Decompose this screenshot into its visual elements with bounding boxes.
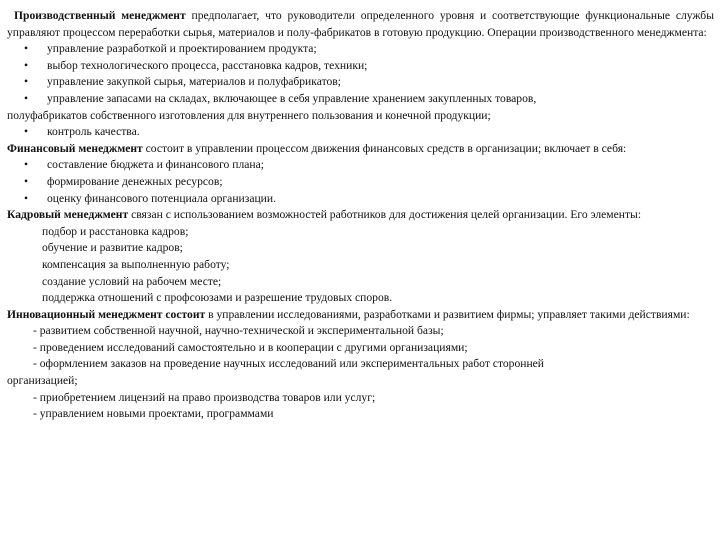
bullet-icon: • <box>23 174 29 188</box>
list-item: - управлением новыми проектами, программами <box>33 407 274 421</box>
personnel-term: Кадровый менеджмент <box>7 208 129 222</box>
list-item: - развитием собственной научной, научно-технической и экспериментальной базы; <box>33 324 444 338</box>
finance-intro: состоит в управлении процессом движения финансовых средств в организации; включает в себя: <box>142 141 627 155</box>
list-item-continuation: полуфабрикатов собственного изготовления для внутреннего пользования и конечной продукции; <box>7 108 491 122</box>
bullet-icon: • <box>23 91 29 105</box>
bullet-icon: • <box>23 191 29 205</box>
list-item: • управление закупкой сырья, материалов и полуфабрикатов; <box>7 74 714 91</box>
bullet-icon: • <box>23 158 29 172</box>
list-item: обучение и развитие кадров; <box>42 241 183 255</box>
list-item: • выбор технологического процесса, расстановка кадров, техники; <box>7 58 714 75</box>
bullet-icon: • <box>23 125 29 139</box>
production-paragraph <box>7 8 714 41</box>
personnel-intro: связан с использованием возможностей работников для достижения целей организации. Его элементы: <box>128 208 642 222</box>
list-item: поддержка отношений с профсоюзами и разрешение трудовых споров. <box>42 291 393 305</box>
list-item: • контроль качества. <box>7 124 714 141</box>
bullet-icon: • <box>23 75 29 89</box>
personnel-paragraph <box>7 207 714 224</box>
list-item: создание условий на рабочем месте; <box>42 274 222 288</box>
production-intro: предполагает, что руководители определенного уровня и соответствующие функциональные службы управляют процессом переработки сырья, материалов и полу-фабрикатов в готовую продукцию. Операции производственного менеджмента: <box>7 9 714 39</box>
list-item: • оценку финансового потенциала организации. <box>7 191 714 208</box>
innovation-intro: в управлении исследованиями, разработками и развитием фирмы; управляет такими действиями: <box>205 307 690 321</box>
list-item: - проведением исследований самостоятельно и в кооперации с другими организациями; <box>33 340 468 354</box>
list-item: - оформлением заказов на проведение научных исследований или экспериментальных работ сторонней <box>33 357 545 371</box>
list-item: • формирование денежных ресурсов; <box>7 174 714 191</box>
bullet-icon: • <box>23 42 29 56</box>
bullet-icon: • <box>23 58 29 72</box>
list-item: • управление запасами на складах, включающее в себя управление хранением закупленных товаров, <box>7 91 714 108</box>
innovation-paragraph <box>7 307 714 324</box>
list-item: подбор и расстановка кадров; <box>42 224 189 238</box>
finance-paragraph <box>7 141 714 158</box>
finance-term: Финансовый менеджмент <box>7 141 143 155</box>
list-item-continuation: организацией; <box>7 374 78 388</box>
list-item: компенсация за выполненную работу; <box>42 257 230 271</box>
list-item: • управление разработкой и проектированием продукта; <box>7 41 714 58</box>
innovation-term: Инновационный менеджмент состоит <box>7 307 206 321</box>
list-item: - приобретением лицензий на право производства товаров или услуг; <box>33 390 376 404</box>
production-term: Производственный менеджмент <box>14 9 186 22</box>
list-item: • составление бюджета и финансового плана; <box>7 157 714 174</box>
